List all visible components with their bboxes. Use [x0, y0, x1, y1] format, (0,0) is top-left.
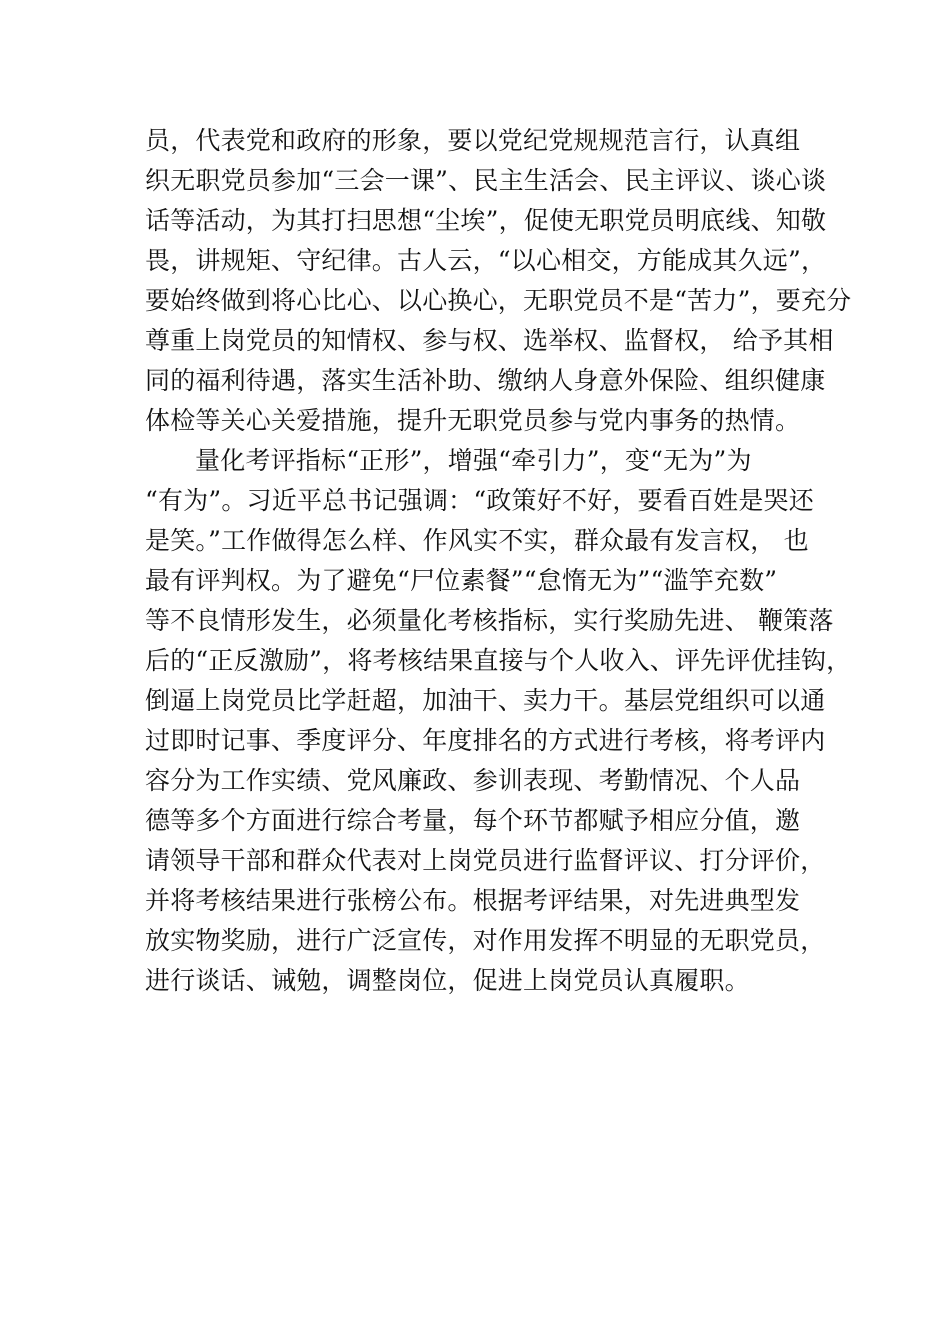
paragraph-2 — [145, 441, 852, 1001]
text-line: 进行谈话、诫勉，调整岗位，促进上岗党员认真履职。 — [145, 966, 750, 995]
text-line: 并将考核结果进行张榜公布。根据考评结果，对先进典型发 — [145, 886, 801, 915]
text-line: 后的“正反激励”，将考核结果直接与个人收入、评先评优挂钩， — [145, 646, 852, 675]
text-line: 容分为工作实绩、党风廉政、参训表现、考勤情况、个人品 — [145, 766, 801, 795]
text-line: 体检等关心关爱措施，提升无职党员参与党内事务的热情。 — [145, 406, 801, 435]
text-line: 是笑。”工作做得怎么样、作风实不实，群众最有发言权， 也 — [145, 526, 809, 555]
text-line: 等不良情形发生，必须量化考核指标，实行奖励先进、 鞭策落 — [145, 606, 834, 635]
text-line: “有为”。习近平总书记强调：“政策好不好，要看百姓是哭还 — [145, 486, 814, 515]
text-line: 要始终做到将心比心、以心换心，无职党员不是“苦力”，要充分 — [145, 286, 852, 315]
text-line: 德等多个方面进行综合考量，每个环节都赋予相应分值，邀 — [145, 806, 801, 835]
text-line: 尊重上岗党员的知情权、参与权、选举权、监督权， 给予其相 — [145, 326, 834, 355]
text-line: 过即时记事、季度评分、年度排名的方式进行考核，将考评内 — [145, 726, 826, 755]
document-page — [145, 121, 852, 1001]
text-line: 最有评判权。为了避免“尸位素餐”“怠惰无为”“滥竽充数” — [145, 566, 778, 595]
text-line: 织无职党员参加“三会一课”、民主生活会、民主评议、谈心谈 — [145, 166, 827, 195]
text-line: 员，代表党和政府的形象，要以党纪党规规范言行，认真组 — [145, 126, 801, 155]
text-line: 倒逼上岗党员比学赶超，加油干、卖力干。基层党组织可以通 — [145, 686, 826, 715]
text-line: 放实物奖励，进行广泛宣传，对作用发挥不明显的无职党员， — [145, 926, 826, 955]
text-line: 话等活动，为其打扫思想“尘埃”，促使无职党员明底线、知敬 — [145, 206, 827, 235]
text-line: 请领导干部和群众代表对上岗党员进行监督评议、打分评价， — [145, 846, 826, 875]
text-line: 畏，讲规矩、守纪律。古人云，“以心相交，方能成其久远”， — [145, 246, 827, 275]
text-line: 量化考评指标“正形”，增强“牵引力”，变“无为”为 — [195, 446, 752, 475]
text-line: 同的福利待遇，落实生活补助、缴纳人身意外保险、组织健康 — [145, 366, 826, 395]
paragraph-1 — [145, 121, 852, 441]
